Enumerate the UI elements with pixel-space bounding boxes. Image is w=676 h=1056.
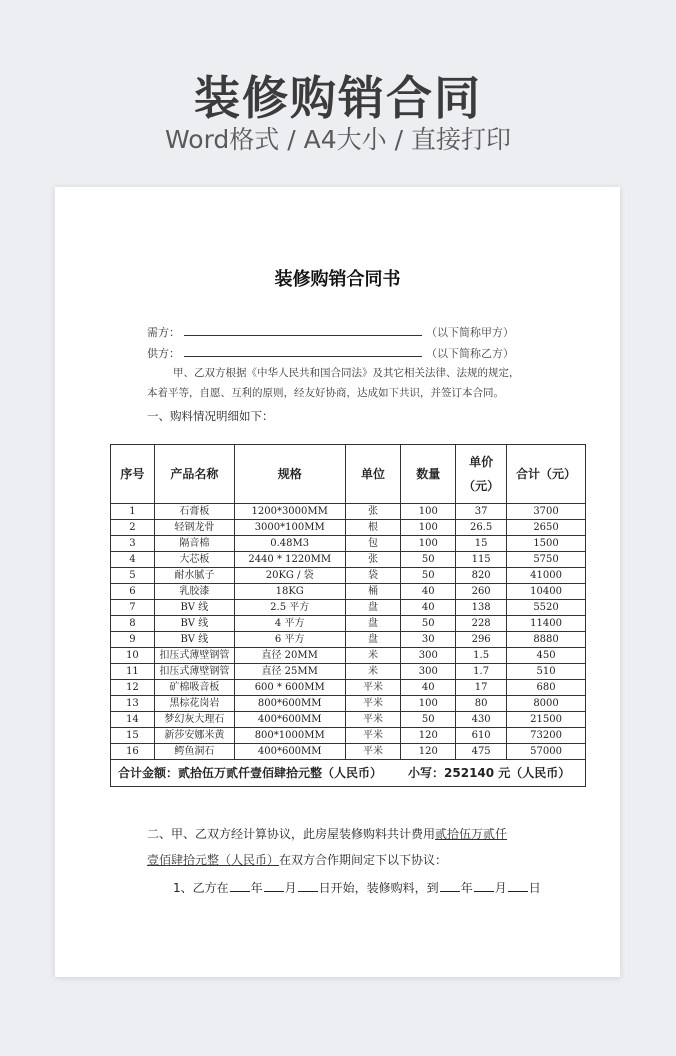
cell-price: 1.7 (456, 664, 507, 680)
cell-qty: 50 (401, 712, 456, 728)
cell-price: 610 (456, 728, 507, 744)
cell-no: 3 (111, 536, 155, 552)
header-spec: 规格 (234, 445, 345, 504)
cell-price: 15 (456, 536, 507, 552)
cell-qty: 300 (401, 648, 456, 664)
cell-name: 黑棕花岗岩 (154, 696, 234, 712)
cell-name: 新莎安娜米黄 (154, 728, 234, 744)
seller-blank[interactable] (184, 346, 422, 357)
banner-title: 装修购销合同 (194, 71, 482, 125)
cell-total: 8000 (507, 696, 586, 712)
end-year-blank[interactable] (440, 879, 460, 892)
cell-name: 轻钢龙骨 (154, 520, 234, 536)
cell-name: BV 线 (154, 616, 234, 632)
cell-price: 115 (456, 552, 507, 568)
cell-no: 1 (111, 504, 155, 520)
cell-total: 8880 (507, 632, 586, 648)
cell-no: 14 (111, 712, 155, 728)
cell-qty: 50 (401, 552, 456, 568)
table-row (111, 520, 586, 536)
buyer-note: （以下简称甲方） (426, 326, 514, 339)
table-row (111, 648, 586, 664)
cell-total: 5750 (507, 552, 586, 568)
cell-unit: 平米 (345, 712, 401, 728)
intro-line-2: 本着平等，自愿、互利的原则，经友好协商，达成如下共识，并签订本合同。 (147, 387, 504, 399)
cell-qty: 100 (401, 696, 456, 712)
cell-unit: 桶 (345, 584, 401, 600)
cell-price: 17 (456, 680, 507, 696)
document-title: 装修购销合同书 (274, 269, 401, 290)
cell-name: 扣压式薄壁钢管 (154, 648, 234, 664)
table-row (111, 600, 586, 616)
table-row (111, 568, 586, 584)
cell-price: 475 (456, 744, 507, 760)
cell-name: 隔音棉 (154, 536, 234, 552)
cell-spec: 6 平方 (234, 632, 345, 648)
cell-price: 430 (456, 712, 507, 728)
cell-total: 21500 (507, 712, 586, 728)
section-2-amount-b: 壹佰肆拾元整（人民币） (147, 853, 280, 867)
cell-spec: 800*600MM (234, 696, 345, 712)
cell-spec: 400*600MM (234, 744, 345, 760)
cell-no: 15 (111, 728, 155, 744)
cell-total: 450 (507, 648, 586, 664)
cell-total: 10400 (507, 584, 586, 600)
cell-spec: 4 平方 (234, 616, 345, 632)
clause-1-text-g: 日 (528, 881, 541, 895)
cell-qty: 100 (401, 504, 456, 520)
cell-price: 26.5 (456, 520, 507, 536)
start-month-blank[interactable] (264, 879, 284, 892)
table-row (111, 536, 586, 552)
cell-qty: 40 (401, 600, 456, 616)
table-total-row (111, 760, 586, 787)
cell-unit: 米 (345, 664, 401, 680)
seller-note: （以下简称乙方） (426, 347, 514, 360)
cell-no: 5 (111, 568, 155, 584)
cell-unit: 根 (345, 520, 401, 536)
cell-total: 2650 (507, 520, 586, 536)
cell-unit: 平米 (345, 728, 401, 744)
buyer-row (147, 324, 514, 340)
cell-unit: 包 (345, 536, 401, 552)
banner-subtitle: Word格式 / A4大小 / 直接打印 (165, 125, 511, 154)
cell-spec: 400*600MM (234, 712, 345, 728)
buyer-blank[interactable] (184, 325, 422, 336)
buyer-label: 需方： (147, 326, 180, 339)
document-page (55, 187, 620, 977)
cell-name: 乳胶漆 (154, 584, 234, 600)
total-amount-figure: 小写：252140 元（人民币） (408, 766, 571, 780)
cell-spec: 2.5 平方 (234, 600, 345, 616)
cell-spec: 3000*100MM (234, 520, 345, 536)
cell-name: 矿棉吸音板 (154, 680, 234, 696)
cell-qty: 30 (401, 632, 456, 648)
cell-no: 13 (111, 696, 155, 712)
table-row (111, 696, 586, 712)
section-2-amount-a: 贰拾伍万贰仟 (435, 827, 508, 841)
cell-unit: 平米 (345, 744, 401, 760)
cell-qty: 40 (401, 584, 456, 600)
cell-qty: 50 (401, 616, 456, 632)
start-year-blank[interactable] (230, 879, 250, 892)
table-body (111, 504, 586, 760)
seller-row (147, 345, 514, 361)
clause-1-text-a: 1、乙方在 (173, 881, 229, 895)
clause-1-text-c: 月 (284, 881, 297, 895)
intro-line-1: 甲、乙双方根据《中华人民共和国合同法》及其它相关法律、法规的规定， (173, 367, 520, 379)
cell-unit: 平米 (345, 696, 401, 712)
clause-1 (173, 879, 541, 896)
cell-spec: 2440 * 1220MM (234, 552, 345, 568)
cell-qty: 100 (401, 520, 456, 536)
cell-name: BV 线 (154, 632, 234, 648)
header-name: 产品名称 (154, 445, 234, 504)
cell-total: 1500 (507, 536, 586, 552)
header-total: 合计（元） (507, 445, 586, 504)
cell-spec: 18KG (234, 584, 345, 600)
cell-total: 680 (507, 680, 586, 696)
header-price (456, 445, 507, 504)
cell-price: 1.5 (456, 648, 507, 664)
table-row (111, 584, 586, 600)
cell-price: 138 (456, 600, 507, 616)
cell-unit: 袋 (345, 568, 401, 584)
end-month-blank[interactable] (474, 879, 494, 892)
cell-total: 5520 (507, 600, 586, 616)
cell-price: 260 (456, 584, 507, 600)
cell-total: 57000 (507, 744, 586, 760)
header-unit: 单位 (345, 445, 401, 504)
cell-unit: 张 (345, 552, 401, 568)
cell-total: 11400 (507, 616, 586, 632)
clause-1-text-e: 年 (460, 881, 473, 895)
cell-price: 296 (456, 632, 507, 648)
cell-unit: 张 (345, 504, 401, 520)
table-row (111, 664, 586, 680)
section-1-heading: 一、购料情况明细如下： (147, 409, 274, 423)
table-row (111, 728, 586, 744)
cell-total: 510 (507, 664, 586, 680)
cell-total: 41000 (507, 568, 586, 584)
table-row (111, 744, 586, 760)
header-price-line1: 单价 (469, 455, 494, 469)
cell-unit: 米 (345, 648, 401, 664)
header-price-line2: （元） (463, 479, 500, 493)
cell-spec: 20KG / 袋 (234, 568, 345, 584)
total-amount-words: 合计金额：贰拾伍万贰仟壹佰肆拾元整（人民币） (118, 766, 383, 780)
table-row (111, 712, 586, 728)
cell-spec: 直径 25MM (234, 664, 345, 680)
cell-no: 9 (111, 632, 155, 648)
cell-price: 37 (456, 504, 507, 520)
cell-total: 3700 (507, 504, 586, 520)
cell-no: 8 (111, 616, 155, 632)
clause-1-text-b: 年 (250, 881, 263, 895)
cell-no: 11 (111, 664, 155, 680)
table-row (111, 504, 586, 520)
cell-no: 12 (111, 680, 155, 696)
cell-no: 6 (111, 584, 155, 600)
cell-name: 扣压式薄壁钢管 (154, 664, 234, 680)
seller-label: 供方： (147, 347, 180, 360)
end-day-blank[interactable] (508, 879, 528, 892)
cell-total: 73200 (507, 728, 586, 744)
section-2-suffix: 在双方合作期间定下以下协议： (279, 853, 448, 867)
section-2-paragraph (147, 821, 547, 873)
cell-no: 16 (111, 744, 155, 760)
clause-1-text-f: 月 (494, 881, 507, 895)
clause-1-text-d: 日开始，装修购料，到 (318, 881, 439, 895)
header-no: 序号 (111, 445, 155, 504)
cell-spec: 0.48M3 (234, 536, 345, 552)
cell-unit: 平米 (345, 680, 401, 696)
cell-name: 石膏板 (154, 504, 234, 520)
cell-qty: 300 (401, 664, 456, 680)
goods-table (110, 444, 586, 787)
cell-price: 820 (456, 568, 507, 584)
cell-qty: 50 (401, 568, 456, 584)
cell-spec: 直径 20MM (234, 648, 345, 664)
cell-spec: 1200*3000MM (234, 504, 345, 520)
start-day-blank[interactable] (298, 879, 318, 892)
table-row (111, 632, 586, 648)
cell-no: 2 (111, 520, 155, 536)
cell-unit: 盘 (345, 616, 401, 632)
cell-no: 10 (111, 648, 155, 664)
cell-name: 耐水腻子 (154, 568, 234, 584)
cell-no: 7 (111, 600, 155, 616)
header-qty: 数量 (401, 445, 456, 504)
cell-name: 梦幻灰大理石 (154, 712, 234, 728)
cell-price: 228 (456, 616, 507, 632)
cell-qty: 120 (401, 744, 456, 760)
cell-no: 4 (111, 552, 155, 568)
table-row (111, 680, 586, 696)
cell-price: 80 (456, 696, 507, 712)
cell-qty: 100 (401, 536, 456, 552)
cell-unit: 盘 (345, 632, 401, 648)
cell-qty: 40 (401, 680, 456, 696)
cell-unit: 盘 (345, 600, 401, 616)
table-row (111, 616, 586, 632)
total-cell (111, 760, 586, 787)
cell-spec: 600 * 600MM (234, 680, 345, 696)
section-2-prefix: 二、甲、乙双方经计算协议，此房屋装修购料共计费用 (147, 827, 436, 841)
cell-name: 大芯板 (154, 552, 234, 568)
table-row (111, 552, 586, 568)
cell-name: 鳄鱼洞石 (154, 744, 234, 760)
cell-qty: 120 (401, 728, 456, 744)
cell-name: BV 线 (154, 600, 234, 616)
table-header-row (111, 445, 586, 504)
cell-spec: 800*1000MM (234, 728, 345, 744)
